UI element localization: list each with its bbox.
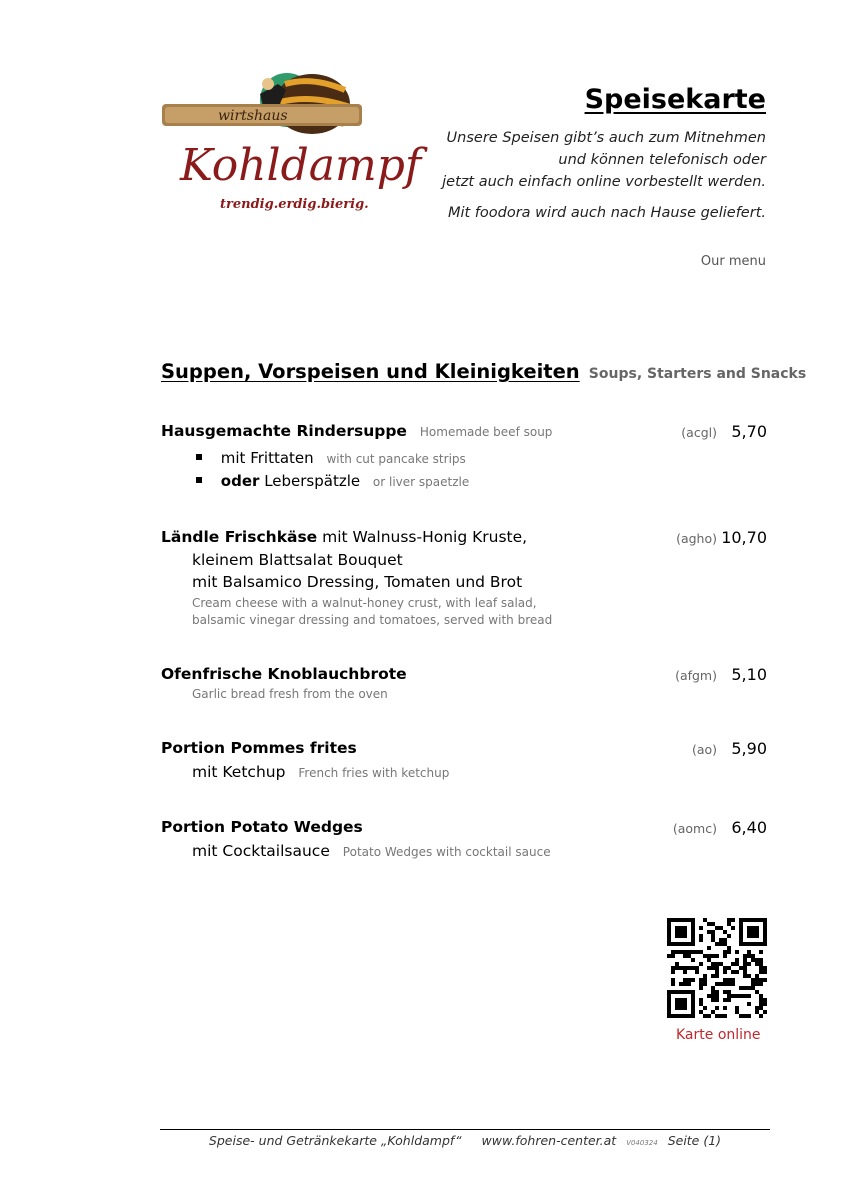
option-item (196, 449, 466, 467)
item-name-rest: mit Walnuss-Honig Kruste, (322, 528, 528, 546)
intro-text (442, 127, 766, 193)
item-line2 (192, 763, 449, 781)
item-line2-de: mit Cocktailsauce (192, 842, 330, 860)
item-line2-en: Potato Wedges with cocktail sauce (342, 845, 551, 859)
option-en: or liver spaetzle (372, 475, 470, 489)
intro-line: Unsere Speisen gibt’s auch zum Mitnehmen (446, 130, 766, 146)
item-name-en: Homemade beef soup (419, 425, 553, 439)
item-price: 5,10 (731, 665, 767, 684)
item-name-de: Ofenfrische Knoblauchbrote (161, 665, 407, 683)
option-text: mit Frittaten (220, 449, 314, 467)
karte-online-link[interactable]: Karte online (676, 1027, 761, 1043)
bullet-icon (196, 477, 202, 483)
intro-line: und können telefonisch oder (558, 152, 766, 168)
allergen-code: (acgl) (681, 425, 717, 440)
item-description-line: kleinem Blattsalat Bouquet (192, 551, 403, 569)
item-name-de: Portion Pommes frites (161, 739, 357, 757)
option-text: Leberspätzle (264, 472, 361, 490)
item-line2-en: French fries with ketchup (298, 766, 450, 780)
qr-code[interactable] (667, 918, 767, 1018)
item-en-line: Cream cheese with a walnut-honey crust, with leaf salad, (192, 596, 537, 610)
item-name-de: Ländle Frischkäse (161, 528, 318, 546)
menu-item-name (161, 528, 527, 546)
item-description-line: mit Balsamico Dressing, Tomaten und Brot (192, 573, 523, 591)
footer (160, 1133, 770, 1148)
item-name-de: Hausgemachte Rindersuppe (161, 422, 407, 440)
item-price: 10,70 (721, 528, 767, 547)
footer-divider (160, 1129, 770, 1130)
logo-wirtshaus-text: wirtshaus (218, 108, 288, 124)
menu-item-name (161, 422, 552, 440)
section-title: Suppen, Vorspeisen und Kleinigkeiten (161, 360, 580, 383)
delivery-note: Mit foodora wird auch nach Hause geliefert. (447, 205, 766, 221)
item-price: 6,40 (731, 818, 767, 837)
allergen-code: (aomc) (672, 821, 717, 836)
footer-text: Speise- und Getränkekarte „Kohldampf“ (208, 1133, 462, 1148)
menu-item-name (161, 818, 363, 836)
our-menu-label: Our menu (700, 254, 766, 269)
wirtshaus-logo (160, 62, 422, 217)
allergen-code: (agho) (676, 531, 717, 546)
section-subtitle: Soups, Starters and Snacks (588, 366, 807, 382)
allergen-code: (ao) (691, 742, 717, 757)
option-item (196, 472, 469, 490)
footer-version: V040324 (626, 1139, 658, 1147)
allergen-code: (afgm) (675, 668, 717, 683)
page-title: Speisekarte (584, 84, 766, 115)
item-line2-de: mit Ketchup (192, 763, 286, 781)
item-line2 (192, 842, 551, 860)
item-name-de: Portion Potato Wedges (161, 818, 363, 836)
menu-item-name (161, 739, 357, 757)
item-price: 5,90 (731, 739, 767, 758)
option-prefix: oder (220, 472, 260, 490)
logo-tagline: trendig.erdig.bierig. (220, 197, 369, 212)
section-heading (161, 360, 806, 383)
item-description-en (192, 595, 552, 629)
footer-url[interactable]: www.fohren-center.at (481, 1133, 617, 1148)
option-en: with cut pancake strips (326, 452, 466, 466)
intro-line: jetzt auch einfach online vorbestellt werden. (442, 174, 766, 190)
logo-kohldampf-text: Kohldampf (180, 140, 422, 191)
footer-page-number: Seite (1) (667, 1133, 722, 1148)
item-price: 5,70 (731, 422, 767, 441)
bullet-icon (196, 454, 202, 460)
menu-item-name (161, 665, 407, 683)
item-en-line: balsamic vinegar dressing and tomatoes, served with bread (192, 613, 553, 627)
item-description-en: Garlic bread fresh from the oven (192, 687, 388, 701)
